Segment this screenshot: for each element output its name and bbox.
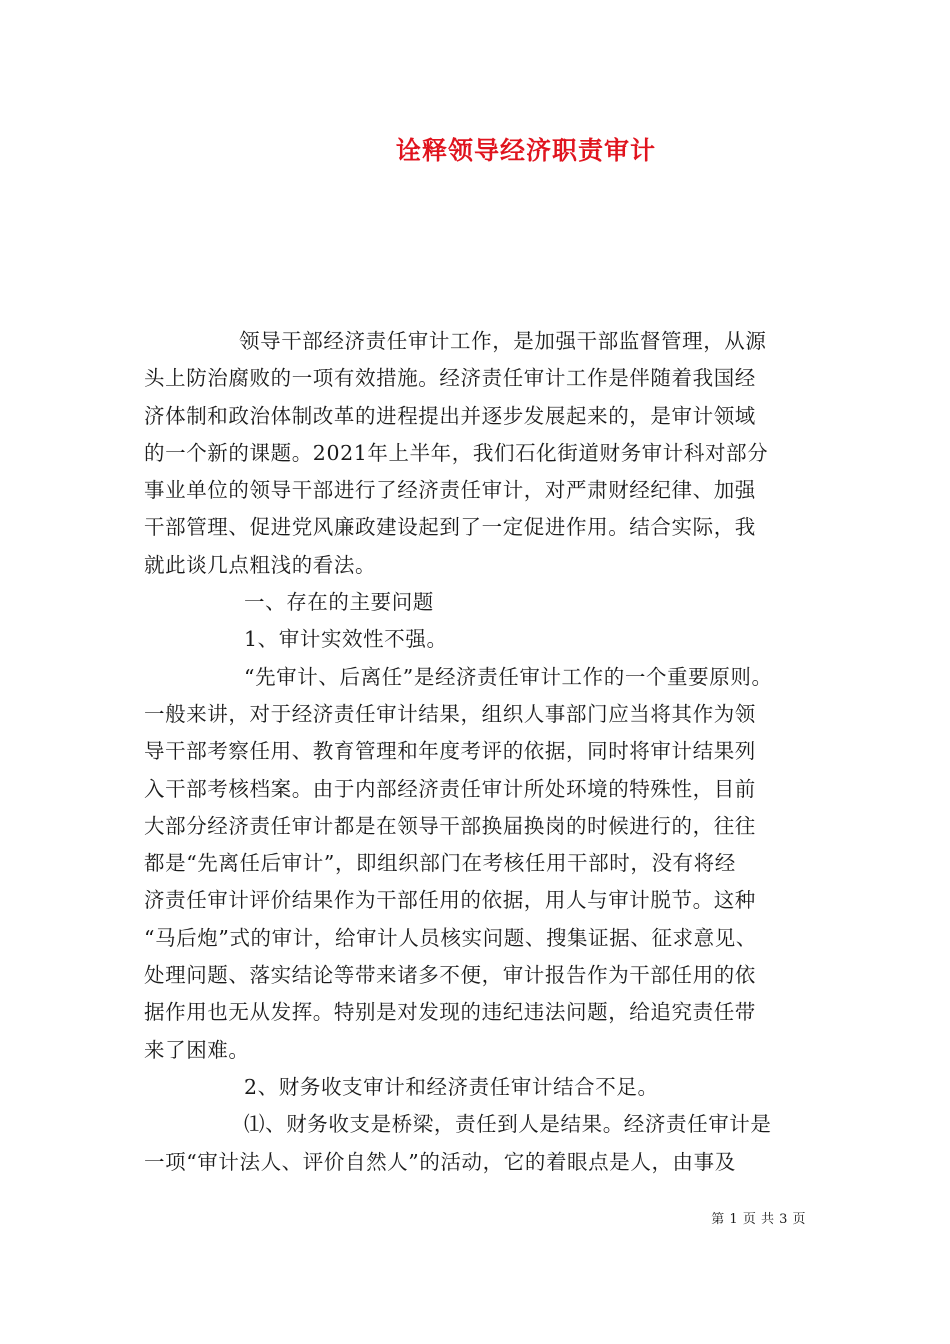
body-line: 处理问题、落实结论等带来诸多不便，审计报告作为干部任用的依 <box>144 963 756 988</box>
body-line: “先审计、后离任”是经济责任审计工作的一个重要原则。 <box>244 664 773 689</box>
body-line: 一项“审计法人、评价自然人”的活动，它的着眼点是人，由事及 <box>144 1149 736 1174</box>
body-line: 据作用也无从发挥。特别是对发现的违纪违法问题，给追究责任带 <box>144 1000 756 1025</box>
document-body <box>144 323 829 1181</box>
body-line: 入干部考核档案。由于内部经济责任审计所处环境的特殊性，目前 <box>144 776 756 801</box>
page-number: 第 1 页 共 3 页 <box>711 1212 806 1227</box>
subsection-heading: 2、财务收支审计和经济责任审计结合不足。 <box>244 1074 659 1099</box>
body-line: 事业单位的领导干部进行了经济责任审计，对严肃财经纪律、加强 <box>144 478 756 503</box>
body-line: 济责任审计评价结果作为干部任用的依据，用人与审计脱节。这种 <box>144 888 756 913</box>
body-line: 一般来讲，对于经济责任审计结果，组织人事部门应当将其作为领 <box>144 701 756 726</box>
section-heading: 一、存在的主要问题 <box>244 590 434 615</box>
subsection-heading: 1、审计实效性不强。 <box>244 627 448 652</box>
body-line: ⑴、财务收支是桥梁，责任到人是结果。经济责任审计是 <box>244 1112 772 1137</box>
body-line: 就此谈几点粗浅的看法。 <box>144 552 377 577</box>
body-line: 干部管理、促进党风廉政建设起到了一定促进作用。结合实际，我 <box>144 515 756 540</box>
body-line: 导干部考察任用、教育管理和年度考评的依据，同时将审计结果列 <box>144 739 756 764</box>
body-line: 头上防治腐败的一项有效措施。经济责任审计工作是伴随着我国经 <box>144 366 756 391</box>
body-line: 来了困难。 <box>144 1037 250 1062</box>
body-line: 济体制和政治体制改革的进程提出并逐步发展起来的，是审计领域 <box>144 403 756 428</box>
body-line: 的一个新的课题。2021年上半年，我们石化街道财务审计科对部分 <box>144 440 769 465</box>
body-line: 领导干部经济责任审计工作，是加强干部监督管理，从源 <box>239 329 767 353</box>
body-line: “马后炮”式的审计，给审计人员核实问题、搜集证据、征求意见、 <box>144 925 757 950</box>
body-line: 大部分经济责任审计都是在领导干部换届换岗的时候进行的，往往 <box>144 813 756 838</box>
document-title: 诠释领导经济职责审计 <box>395 136 656 165</box>
body-line: 都是“先离任后审计”，即组织部门在考核任用干部时，没有将经 <box>144 851 736 876</box>
